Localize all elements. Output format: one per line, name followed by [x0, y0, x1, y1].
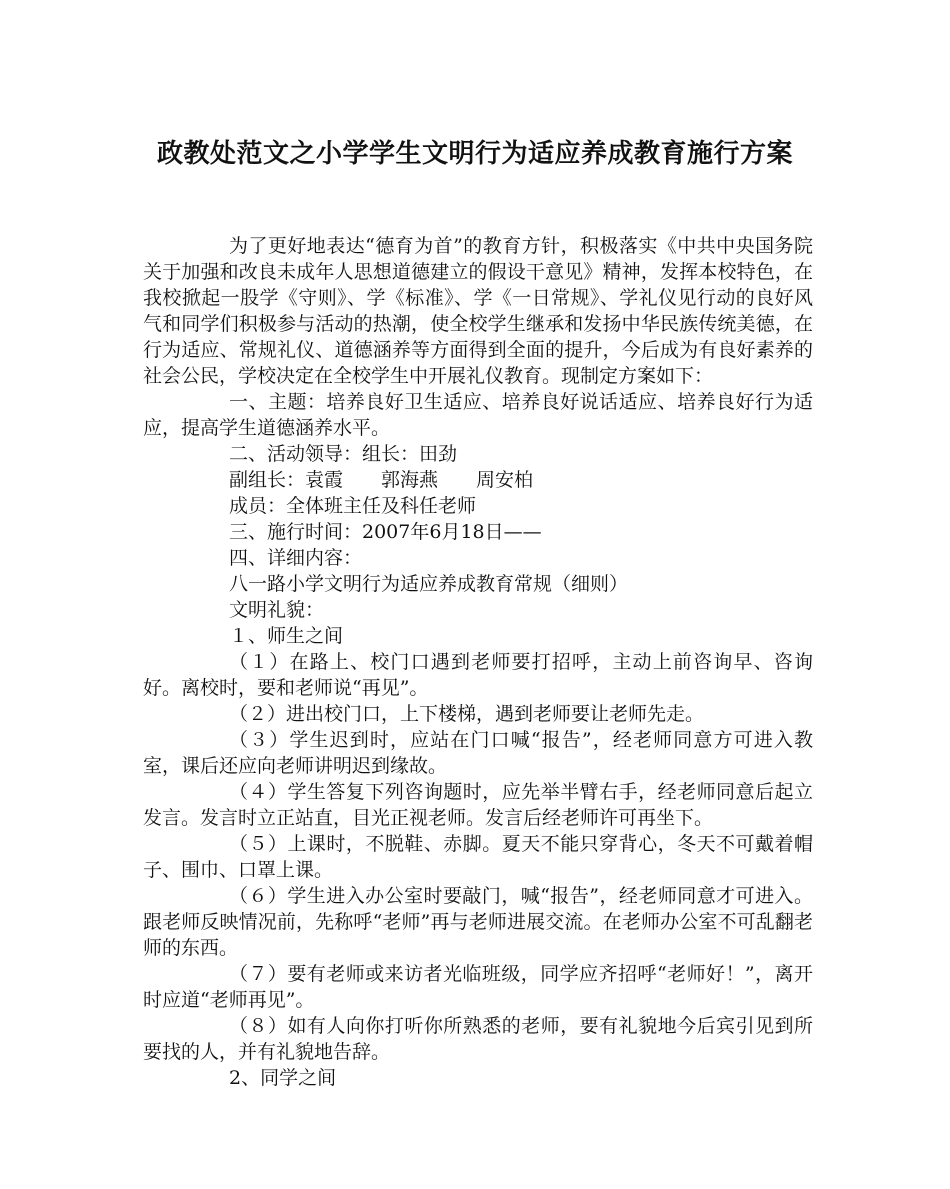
document-body [143, 233, 813, 1091]
student-relations-heading: 2、同学之间 [229, 1067, 337, 1089]
rule-item-2: （２）进出校门口，上下楼梯，遇到老师要让老师先走。 [229, 703, 705, 725]
intro-paragraph: 为了更好地表达“德育为首”的教育方针，积极落实《中共中央国务院关于加强和改良未成年人思想道德建立的假设干意见》精神，发挥本校特色，在我校掀起一股学《守则》、学《标准》、学《一日常规》、学礼仪见行动的良好风气和同学们积极参与活动的热潮，使全校学生继承和发扬中华民族传统美德，在行为适应、常规礼仪、道德涵养等方面得到全面的提升，今后成为有良好素养的社会公民，学校决定在全校学生中开展礼仪教育。现制定方案如下： [143, 235, 813, 387]
document-title: 政教处范文之小学学生文明行为适应养成教育施行方案 [156, 139, 793, 169]
rule-item-6: （６）学生进入办公室时要敲门，喊“报告”，经老师同意才可进入。跟老师反映情况前，先称呼“老师”再与老师进展交流。在老师办公室不可乱翻老师的东西。 [143, 885, 813, 959]
details-heading: 四、详细内容： [229, 547, 363, 569]
theme-paragraph: 一、主题：培养良好卫生适应、培养良好说话适应、培养良好行为适应，提高学生道德涵养水平。 [143, 391, 813, 439]
civility-heading: 文明礼貌： [229, 599, 325, 621]
rule-item-1: （１）在路上、校门口遇到老师要打招呼，主动上前咨询早、咨询好。离校时，要和老师说“再见”。 [143, 651, 813, 699]
members-line: 成员：全体班主任及科任老师 [229, 495, 477, 517]
rules-title: 八一路小学文明行为适应养成教育常规（细则） [229, 573, 629, 595]
rule-item-8: （８）如有人向你打听你所熟悉的老师，要有礼貌地今后宾引见到所要找的人，并有礼貌地告辞。 [143, 1015, 813, 1063]
rule-item-5: （５）上课时，不脱鞋、赤脚。夏天不能只穿背心，冬天不可戴着帽子、围巾、口罩上课。 [143, 833, 813, 881]
teacher-student-heading: １、师生之间 [229, 625, 344, 647]
rule-item-7: （７）要有老师或来访者光临班级，同学应齐招呼“老师好！”，离开时应道“老师再见”。 [143, 963, 813, 1011]
schedule-line: 三、施行时间：2007年6月18日—— [229, 521, 542, 543]
rule-item-3: （３）学生迟到时，应站在门口喊“报告”，经老师同意方可进入教室，课后还应向老师讲明迟到缘故。 [143, 729, 813, 777]
leadership-line: 二、活动领导：组长：田劲 [229, 443, 458, 465]
deputy-leaders-line: 副组长：袁霞 郭海燕 周安柏 [229, 469, 534, 491]
rule-item-4: （４）学生答复下列咨询题时，应先举半臂右手，经老师同意后起立发言。发言时立正站直，目光正视老师。发言后经老师许可再坐下。 [143, 781, 813, 829]
